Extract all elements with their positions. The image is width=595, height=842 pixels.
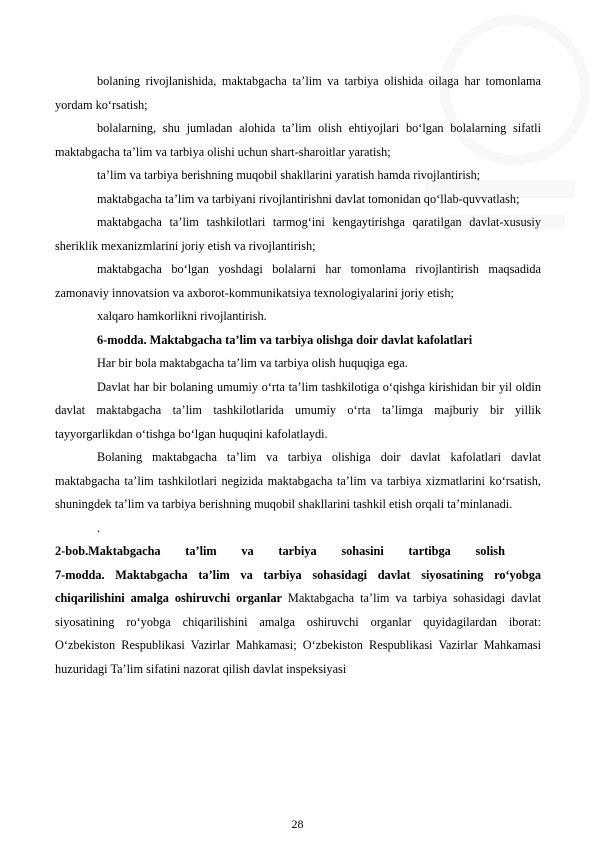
list-item-innovation: maktabgacha bo‘lgan yoshdagi bolalarni har tomonlama rivojlantirish maqsadida zamonaviy innovatsion va axborot-kommunikatsiya texnologiyalarini joriy etish; [55,262,541,300]
article-7-text: Maktabgacha ta’lim va tarbiya sohasidagi davlat siyosatining ro‘yobga chiqarilishini amalga oshiruvchi organlar quyidagilardan iborat: O‘zbekiston Respublikasi Vazirlar Mahkamasi; O‘zbekiston Respublikasi Vazirlar Mahkamasi huzuridagi Ta’lim sifatini nazorat qilish davlat inspeksiyasi [55,591,541,676]
chapter-word: solish [475,544,505,558]
list-item-public-private-partnership: maktabgacha ta’lim tashkilotlari tarmog‘ini kengaytirishga qaratilgan davlat-xususiy sheriklik mexanizmlarini joriy etish va rivojlantirish; [55,215,541,253]
article-6-paragraph-1: Har bir bola maktabgacha ta’lim va tarbiya olish huquqiga ega. [97,356,408,370]
list-item-family-support: bolaning rivojlanishida, maktabgacha ta’lim va tarbiya olishida oilaga har tomonlama yordam ko‘rsatish; [55,74,541,112]
page-number: 28 [291,817,304,831]
chapter-word: 2-bob.Maktabgacha [55,544,161,558]
list-item-state-support: maktabgacha ta’lim va tarbiyani rivojlantirishni davlat tomonidan qo‘llab-quvvatlash; [97,191,520,206]
watermark-logo-icon [335,0,595,300]
list-item-conditions: bolalarning, shu jumladan alohida ta’lim olish ehtiyojlari bo‘lgan bolalarning sifatli maktabgacha ta’lim va tarbiya olishi uchun shart-sharoitlar yaratish; [55,121,541,159]
list-item-alternative-forms: ta’lim va tarbiya berishning muqobil shakllarini yaratish hamda rivojlantirish; [97,168,481,182]
chapter-word: tartibga [408,544,451,558]
article-6-heading: 6-modda. Maktabgacha ta’lim va tarbiya olishga doir davlat kafolatlari [97,332,473,347]
chapter-2-heading [55,540,541,564]
article-6-paragraph-2: Davlat har bir bolaning umumiy o‘rta ta’lim tashkilotiga o‘qishga kirishidan bir yil oldin davlat maktabgacha ta’lim tashkilotlarida umumiy o‘rta ta’limga majburiy bir yillik tayyorgarlikdan o‘tishga bo‘lgan huquqini kafolatlaydi. [55,379,541,441]
chapter-word: va [241,544,254,558]
article-7-heading: 7-modda. Maktabgacha ta’lim va tarbiya sohasidagi davlat siyosatining ro‘yobga chiqarilishini amalga oshiruvchi organlar [55,567,541,605]
list-item-international-cooperation: xalqaro hamkorlikni rivojlantirish. [97,309,267,323]
chapter-word: ta’lim [185,544,217,558]
article-6-paragraph-3: Bolaning maktabgacha ta’lim va tarbiya olishiga doir davlat kafolatlari davlat maktabgacha ta’lim tashkilotlari negizida maktabgacha ta’lim va tarbiya xizmatlarini ko‘rsatish, shuningdek ta’lim va tarbiya berishning muqobil shakllarini tashkil etish orqali ta’minlanadi. [55,450,541,511]
chapter-word: tarbiya [278,544,317,558]
article-7-paragraph [55,564,541,682]
separator-dot: . [97,520,101,535]
chapter-word: sohasini [341,544,384,558]
